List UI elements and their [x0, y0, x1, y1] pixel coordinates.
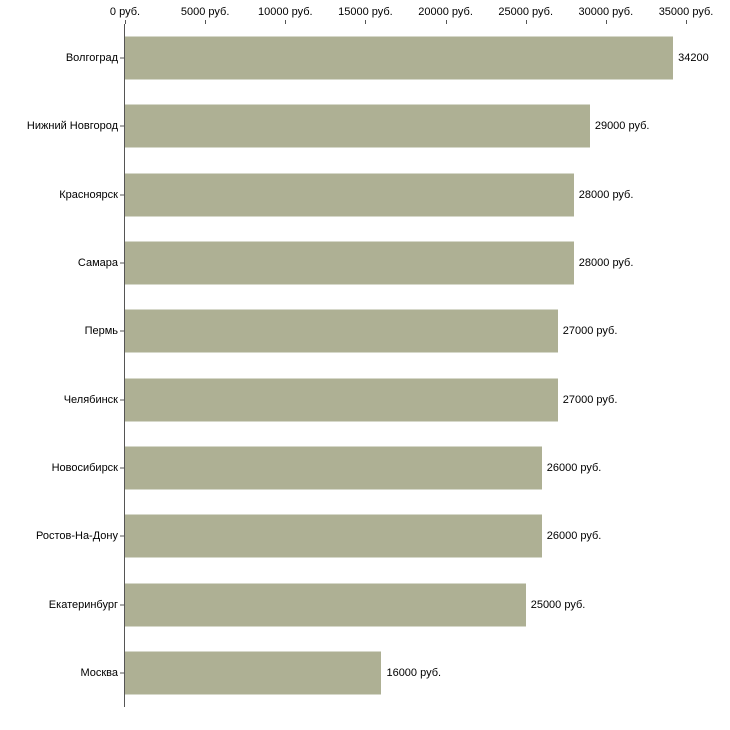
x-axis: [0, 0, 730, 24]
y-axis-category-label: Екатеринбург: [48, 598, 118, 611]
bar[interactable]: [125, 378, 558, 421]
y-axis-category-label: Новосибирск: [51, 461, 118, 474]
x-axis-tick-label: 15000 руб.: [338, 6, 393, 18]
y-axis-tick-mark: [120, 331, 124, 332]
bar-row: [0, 161, 730, 229]
y-axis-category-label: Самара: [77, 257, 118, 270]
y-axis-tick-mark: [120, 536, 124, 537]
y-axis-category-label: Пермь: [84, 325, 118, 338]
x-axis-tick-label: 25000 руб.: [498, 6, 554, 18]
bar-row: [0, 570, 730, 638]
bar-value-label: 28000 руб.: [578, 188, 634, 201]
y-axis-tick-mark: [120, 399, 124, 400]
y-axis-tick-mark: [120, 672, 124, 673]
x-axis-tick-label: 5000 руб.: [180, 6, 230, 18]
bar-value-label: 29000 руб.: [594, 120, 650, 133]
y-axis-category-label: Ростов-На-Дону: [35, 530, 118, 543]
y-axis-tick-mark: [120, 467, 124, 468]
bar-row: [0, 229, 730, 297]
bar[interactable]: [125, 105, 590, 148]
bar[interactable]: [125, 446, 542, 489]
bar-value-label: 25000 руб.: [530, 598, 586, 611]
bar-row: [0, 24, 730, 92]
bar[interactable]: [125, 310, 558, 353]
bar-value-label: 26000 руб.: [546, 530, 602, 543]
bar-row: [0, 297, 730, 365]
bar[interactable]: [125, 37, 673, 80]
bar-value-label: 16000 руб.: [386, 666, 442, 679]
y-axis-category-label: Москва: [80, 666, 118, 679]
x-axis-tick-label: 35000 руб.: [658, 6, 714, 18]
bar[interactable]: [125, 515, 542, 558]
bar[interactable]: [125, 242, 574, 285]
bar-row: [0, 639, 730, 707]
bar[interactable]: [125, 173, 574, 216]
y-axis-tick-mark: [120, 58, 124, 59]
bar-value-label: 28000 руб.: [578, 257, 634, 270]
bar-value-label: 27000 руб.: [562, 325, 618, 338]
bar-row: [0, 366, 730, 434]
bar[interactable]: [125, 583, 526, 626]
x-axis-tick-label: 20000 руб.: [418, 6, 473, 18]
bar-row: [0, 434, 730, 502]
bar-value-label: 26000 руб.: [546, 461, 602, 474]
x-axis-tick-label: 10000 руб.: [257, 6, 313, 18]
y-axis-tick-mark: [120, 604, 124, 605]
bar-row: [0, 502, 730, 570]
y-axis-category-label: Красноярск: [59, 188, 118, 201]
bar-row: [0, 92, 730, 160]
y-axis-category-label: Нижний Новгород: [26, 120, 118, 133]
bar-value-label: 27000 руб.: [562, 393, 618, 406]
y-axis-category-label: Челябинск: [63, 393, 118, 406]
bar-value-label: 34200: [678, 52, 709, 65]
y-axis-tick-mark: [120, 263, 124, 264]
x-axis-tick-label: 30000 руб.: [578, 6, 634, 18]
x-axis-tick-label: 0 руб.: [109, 6, 141, 18]
y-axis-tick-mark: [120, 126, 124, 127]
y-axis-category-label: Волгоград: [65, 52, 118, 65]
plot-area: [0, 24, 730, 707]
bar[interactable]: [125, 651, 381, 694]
y-axis-tick-mark: [120, 194, 124, 195]
